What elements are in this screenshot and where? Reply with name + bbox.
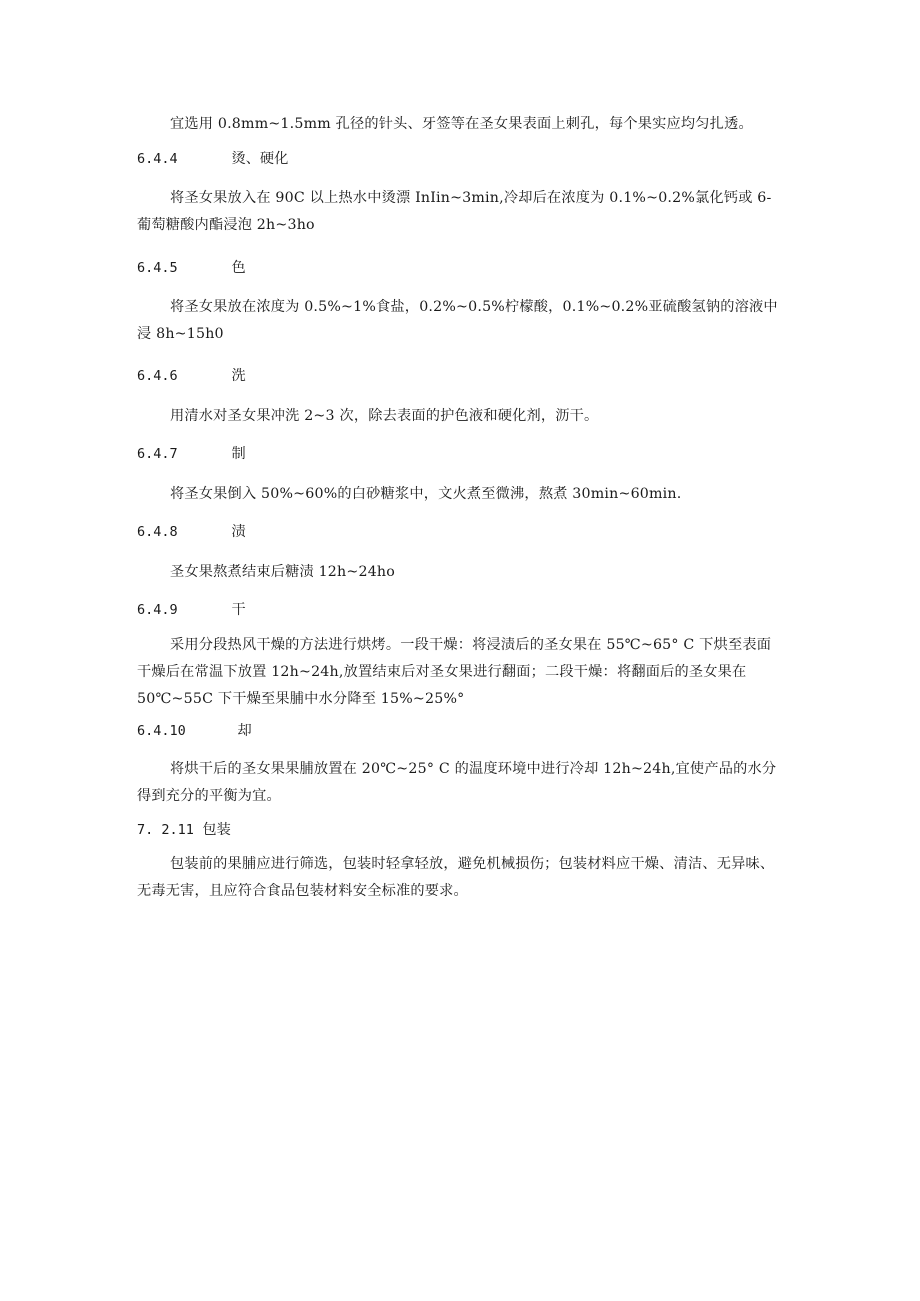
section-number: 6.4.10 (137, 723, 186, 739)
section-title: 色 (231, 260, 246, 276)
section-heading-6-4-10 (137, 721, 252, 741)
section-number: 6.4.5 (137, 260, 178, 276)
paragraph-piercing: 宜选用 0.8mm~1.5mm 孔径的针头、牙签等在圣女果表面上刺孔，每个果实应均匀扎透。 (170, 116, 753, 132)
paragraph-blanching-hardening: 将圣女果放入在 90C 以上热水中烫漂 InIin~3min,冷却后在浓度为 0.1%~0.2%氯化钙或 6-葡萄糖酸内酯浸泡 2h~3ho (137, 190, 772, 233)
section-heading-7-2-11 (137, 820, 231, 840)
section-title: 干 (231, 602, 246, 618)
paragraph-sugar-soaking: 圣女果熬煮结束后糖渍 12h~24ho (170, 564, 395, 580)
section-heading-6-4-6 (137, 366, 246, 386)
section-number: 6.4.7 (137, 446, 178, 462)
section-heading-6-4-5 (137, 258, 246, 278)
section-heading-6-4-4 (137, 149, 288, 169)
paragraph-sugar-boiling: 将圣女果倒入 50%~60%的白砂糖浆中，文火煮至微沸，熬煮 30min~60min. (170, 486, 682, 502)
section-title: 渍 (231, 524, 246, 540)
paragraph-color-protection: 将圣女果放在浓度为 0.5%~1%食盐，0.2%~0.5%柠檬酸，0.1%~0.2%亚硫酸氢钠的溶液中浸 8h~15h0 (137, 299, 778, 342)
section-title: 制 (231, 446, 246, 462)
paragraph-cooling: 将烘干后的圣女果果脯放置在 20℃~25° C 的温度环境中进行冷却 12h~24h,宜使产品的水分得到充分的平衡为宜。 (137, 761, 777, 804)
paragraph-packaging: 包装前的果脯应进行筛选，包装时轻拿轻放，避免机械损伤；包装材料应干燥、清洁、无异味、无毒无害，且应符合食品包装材料安全标准的要求。 (137, 856, 775, 899)
paragraph-drying: 采用分段热风干燥的方法进行烘烤。一段干燥：将浸渍后的圣女果在 55℃~65° C 下烘至表面干燥后在常温下放置 12h~24h,放置结束后对圣女果进行翻面；二段干燥：将翻面后的圣女果在 50℃~55C 下干燥至果脯中水分降至 15%~25%° (137, 637, 772, 707)
section-title: 却 (237, 723, 252, 739)
section-number: 6.4.9 (137, 602, 178, 618)
section-number: 6.4.6 (137, 368, 178, 384)
section-heading-6-4-9 (137, 600, 246, 620)
section-number: 7. 2.11 (137, 822, 194, 838)
section-number: 6.4.4 (137, 151, 178, 167)
section-heading-6-4-8 (137, 522, 246, 542)
section-number: 6.4.8 (137, 524, 178, 540)
section-title: 洗 (231, 368, 246, 384)
paragraph-rinsing: 用清水对圣女果冲洗 2~3 次，除去表面的护色液和硬化剂，沥干。 (170, 408, 599, 424)
section-title: 包装 (202, 822, 231, 838)
section-title: 烫、硬化 (231, 151, 289, 167)
section-heading-6-4-7 (137, 444, 246, 464)
